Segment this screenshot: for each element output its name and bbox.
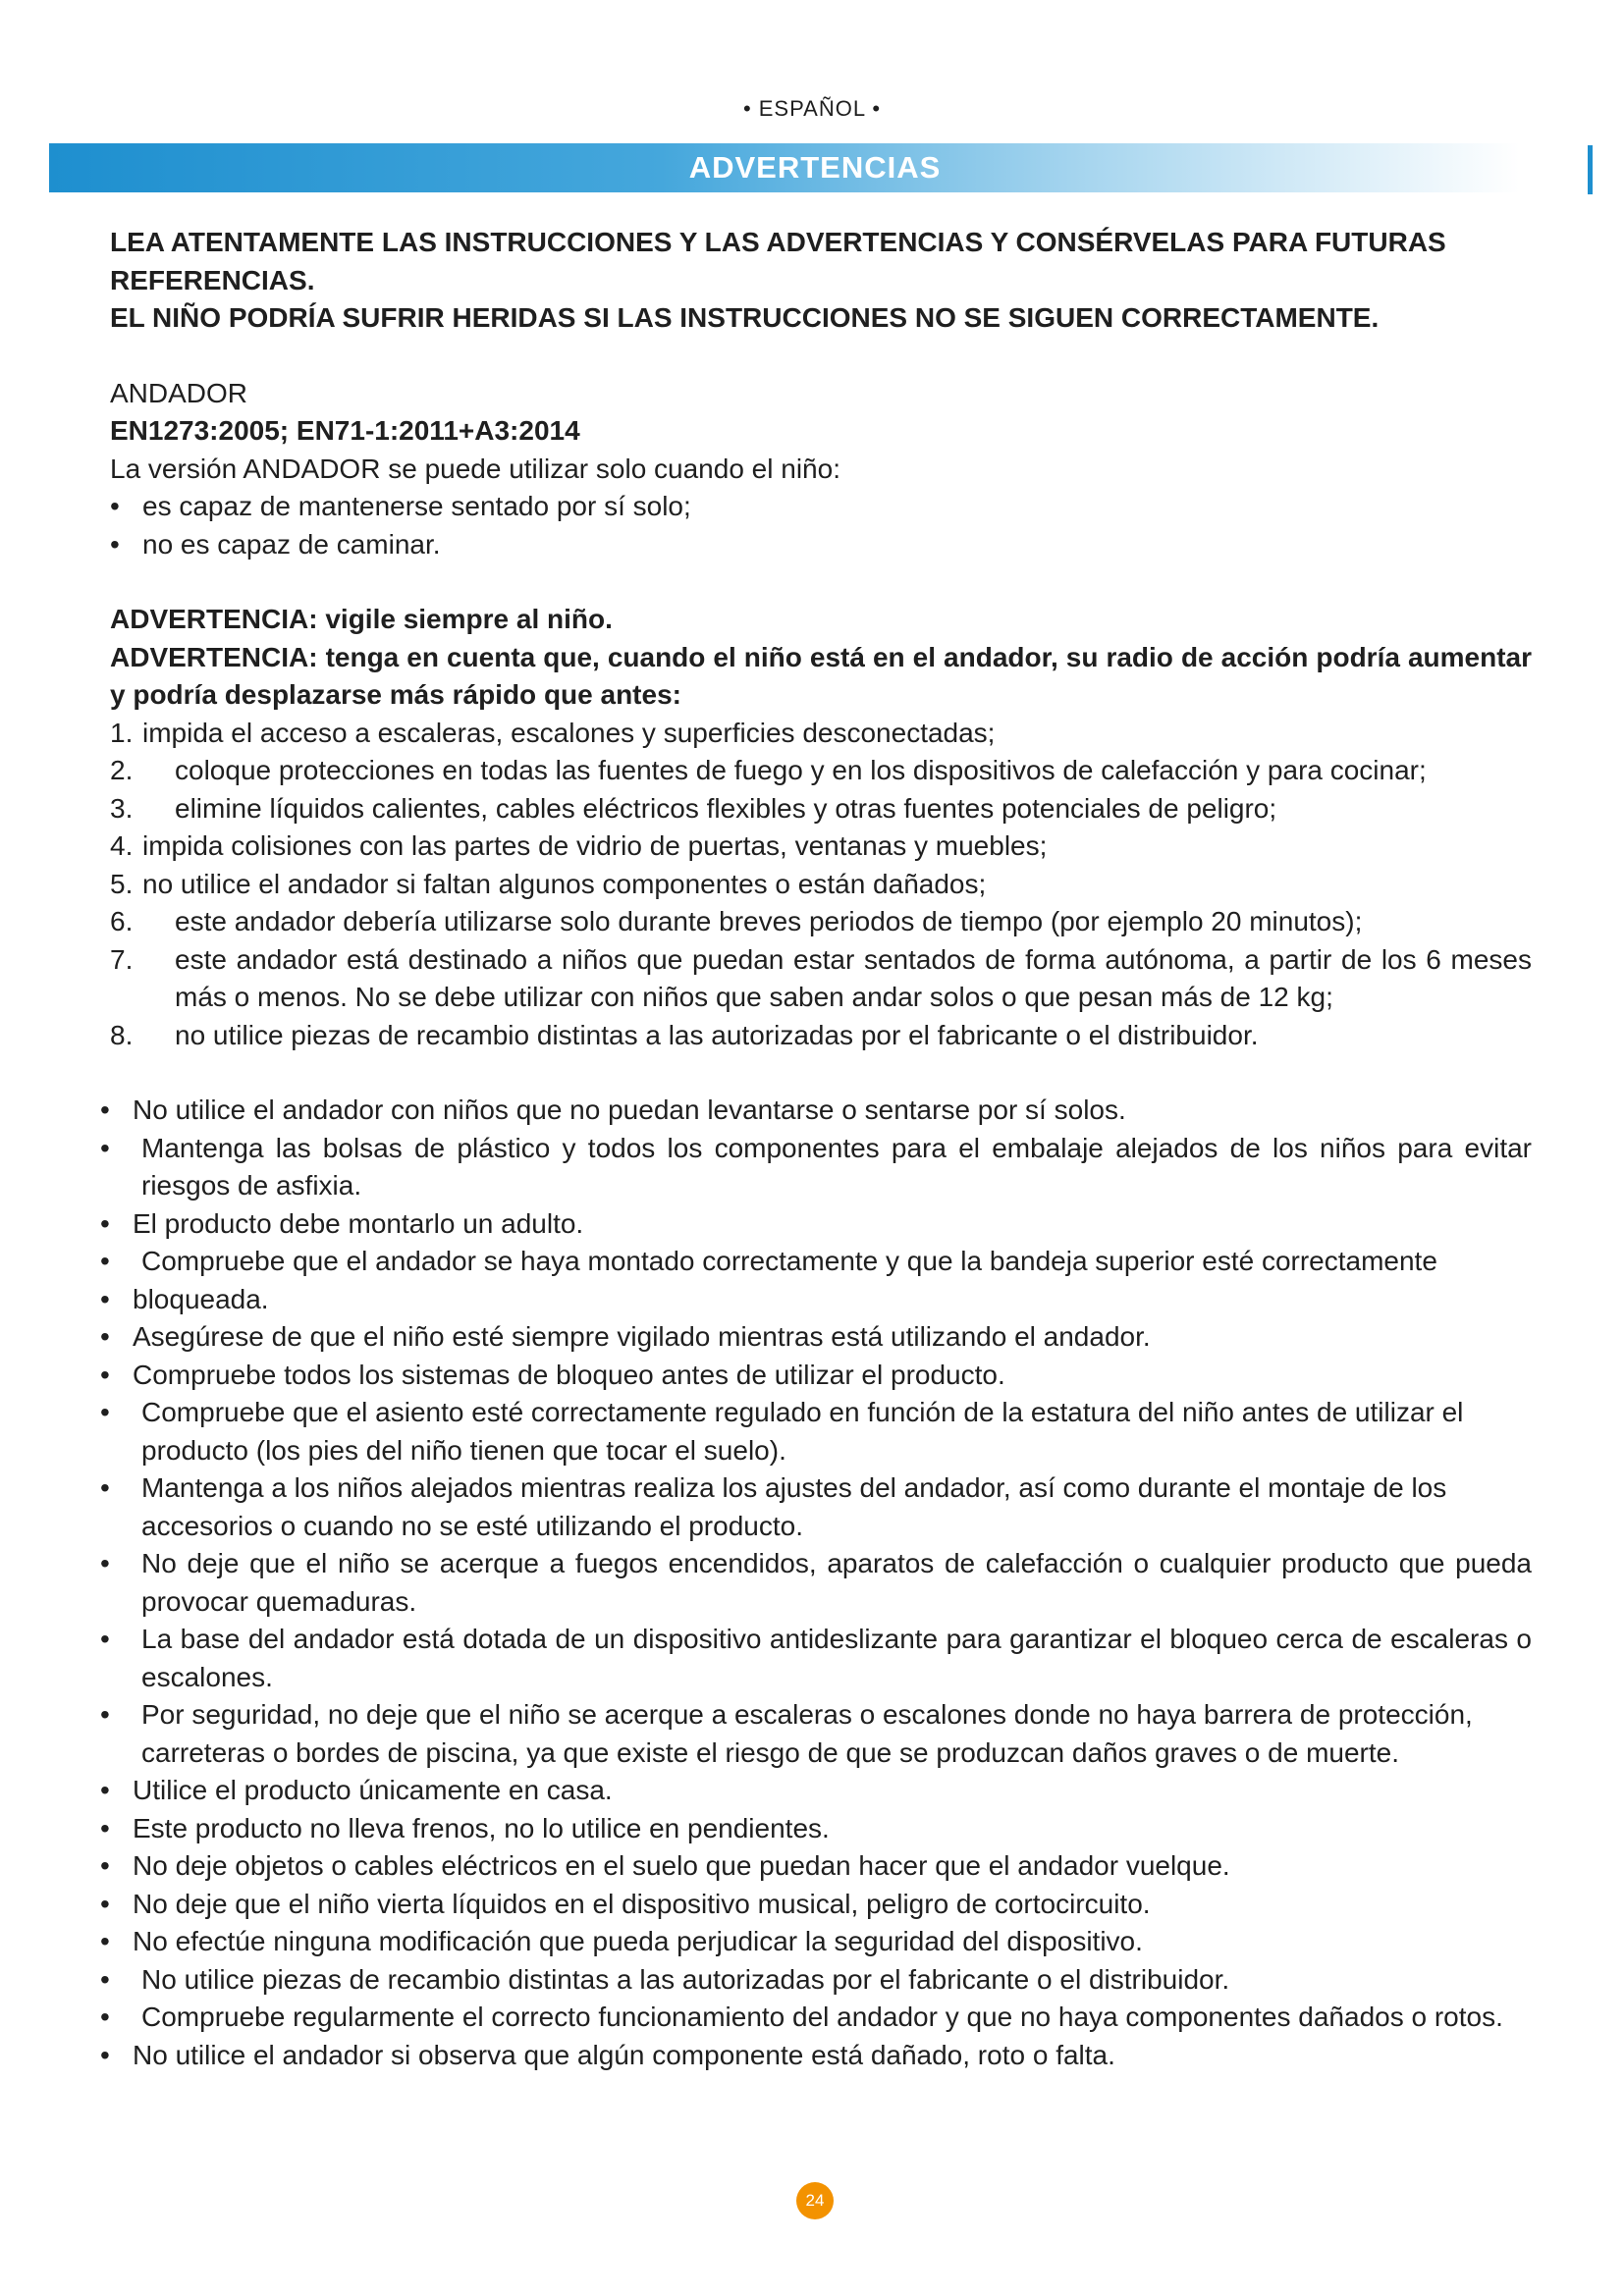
list-item: • No deje objetos o cables eléctricos en el suelo que puedan hacer que el andador vuelque. xyxy=(100,1847,1532,1886)
bullet-icon: • xyxy=(100,1850,110,1881)
bullet-icon: • xyxy=(100,1963,110,1995)
list-item: • No deje que el niño se acerque a fuegos encendidos, aparatos de calefacción o cualquier producto que pueda provocar quemaduras. xyxy=(100,1545,1532,1621)
bullet-icon: • xyxy=(110,528,120,560)
bullet-icon: • xyxy=(100,1095,110,1125)
list-item: • La base del andador está dotada de un dispositivo antideslizante para garantizar el bloqueo cerca de escaleras o escalones. xyxy=(100,1621,1532,1696)
list-item: • Mantenga las bolsas de plástico y todos los componentes para el embalaje alejados de los niños para evitar riesgos de asfixia. xyxy=(100,1130,1532,1205)
numbered-item: 1. impida el acceso a escaleras, escalones y superficies desconectadas; xyxy=(110,717,996,748)
bullet-icon: • xyxy=(100,1359,110,1390)
list-item: • Compruebe regularmente el correcto funcionamiento del andador y que no haya componentes dañados o rotos. xyxy=(100,1999,1532,2037)
bullet-icon: • xyxy=(100,1321,110,1352)
list-item: • bloqueada. xyxy=(100,1281,1532,1319)
list-item: • No utilice el andador con niños que no puedan levantarse o sentarse por sí solos. xyxy=(100,1092,1532,1130)
bullet-icon: • xyxy=(100,1246,110,1276)
bullet-icon: • xyxy=(100,2002,110,2032)
list-item: • No utilice piezas de recambio distintas a las autorizadas por el fabricante o el distribuidor. xyxy=(100,1961,1532,2000)
warning-line: ADVERTENCIA: vigile siempre al niño. xyxy=(110,604,613,634)
numbered-item: 8. no utilice piezas de recambio distintas a las autorizadas por el fabricante o el distribuidor. xyxy=(110,1019,1259,1050)
bullet-icon: • xyxy=(100,1397,110,1427)
numbered-item: 4. impida colisiones con las partes de vidrio de puertas, ventanas y muebles; xyxy=(110,830,1048,861)
intro-line: EL NIÑO PODRÍA SUFRIR HERIDAS SI LAS INSTRUCCIONES NO SE SIGUEN CORRECTAMENTE. xyxy=(110,302,1380,333)
bullet-icon: • xyxy=(100,1812,110,1843)
section-title: ANDADOR xyxy=(110,377,248,408)
list-item: • Compruebe que el asiento esté correctamente regulado en función de la estatura del niño antes de utilizar el producto (los pies del niño tienen que tocar el suelo). xyxy=(100,1394,1532,1469)
numbered-item: 5. no utilice el andador si faltan algunos componentes o están dañados; xyxy=(110,868,987,899)
condition-item: • no es capaz de caminar. xyxy=(110,526,1532,564)
bullet-icon: • xyxy=(100,2039,110,2070)
condition-item: • es capaz de mantenerse sentado por sí solo; xyxy=(110,488,1532,526)
list-item: • Compruebe que el andador se haya montado correctamente y que la bandeja superior esté correctamente xyxy=(100,1243,1532,1281)
numbered-item: 6. este andador debería utilizarse solo durante breves periodos de tiempo (por ejemplo 20 minutos); xyxy=(110,906,1363,936)
page-number: 24 xyxy=(796,2182,834,2219)
list-item: • No deje que el niño vierta líquidos en el dispositivo musical, peligro de cortocircuito. xyxy=(100,1886,1532,1924)
list-item: • Mantenga a los niños alejados mientras realiza los ajustes del andador, así como durante el montaje de los accesorios o cuando no se esté utilizando el producto. xyxy=(100,1469,1532,1545)
standard-reference: EN1273:2005; EN71-1:2011+A3:2014 xyxy=(110,415,580,446)
bullet-icon: • xyxy=(110,491,120,521)
numbered-item: 7. este andador está destinado a niños que puedan estar sentados de forma autónoma, a partir de los 6 meses más o menos. No se debe utilizar con niños que saben andar solos o que pesan más de 12 kg; xyxy=(110,943,1532,1012)
safety-bullet-list xyxy=(100,1092,1532,2074)
bullet-icon: • xyxy=(100,1548,110,1578)
list-item: • Utilice el producto únicamente en casa. xyxy=(100,1772,1532,1810)
document-body xyxy=(100,224,1532,2074)
list-item: • Por seguridad, no deje que el niño se acerque a escaleras o escalones donde no haya barrera de protección, carreteras o bordes de piscina, ya que existe el riesgo de que se produzcan daños graves o de muerte. xyxy=(100,1696,1532,1772)
numbered-item: 2. coloque protecciones en todas las fuentes de fuego y en los dispositivos de calefacción y para cocinar; xyxy=(110,755,1427,785)
list-item: • Este producto no lleva frenos, no lo utilice en pendientes. xyxy=(100,1810,1532,1848)
bullet-icon: • xyxy=(100,1132,110,1163)
numbered-item: 3. elimine líquidos calientes, cables eléctricos flexibles y otras fuentes potenciales de peligro; xyxy=(110,792,1277,824)
bullet-icon: • xyxy=(100,1207,110,1239)
language-label: • ESPAÑOL • xyxy=(742,96,882,121)
bullet-icon: • xyxy=(100,1624,110,1654)
bullet-icon: • xyxy=(100,1283,110,1314)
bullet-icon: • xyxy=(100,1888,110,1919)
bullet-icon: • xyxy=(100,1472,110,1503)
banner-edge-mark xyxy=(1588,145,1593,194)
bullet-icon: • xyxy=(100,1775,110,1805)
warning-line: ADVERTENCIA: tenga en cuenta que, cuando el niño está en el andador, su radio de acción podría aumentar y podría desplazarse más rápido que antes: xyxy=(110,641,1532,710)
list-item: • No efectúe ninguna modificación que pueda perjudicar la seguridad del dispositivo. xyxy=(100,1923,1532,1961)
banner-title: ADVERTENCIAS xyxy=(688,150,942,185)
list-item: • No utilice el andador si observa que algún componente está dañado, roto o falta. xyxy=(100,2037,1532,2075)
section-banner xyxy=(49,143,1581,192)
list-item: • El producto debe montarlo un adulto. xyxy=(100,1205,1532,1244)
list-item: • Compruebe todos los sistemas de bloqueo antes de utilizar el producto. xyxy=(100,1357,1532,1395)
list-item: • Asegúrese de que el niño esté siempre vigilado mientras está utilizando el andador. xyxy=(100,1318,1532,1357)
intro-line: LEA ATENTAMENTE LAS INSTRUCCIONES Y LAS ADVERTENCIAS Y CONSÉRVELAS PARA FUTURAS REFERENCIAS. xyxy=(110,227,1446,295)
bullet-icon: • xyxy=(100,1926,110,1956)
bullet-icon: • xyxy=(100,1699,110,1730)
section-lead: La versión ANDADOR se puede utilizar solo cuando el niño: xyxy=(110,453,840,484)
